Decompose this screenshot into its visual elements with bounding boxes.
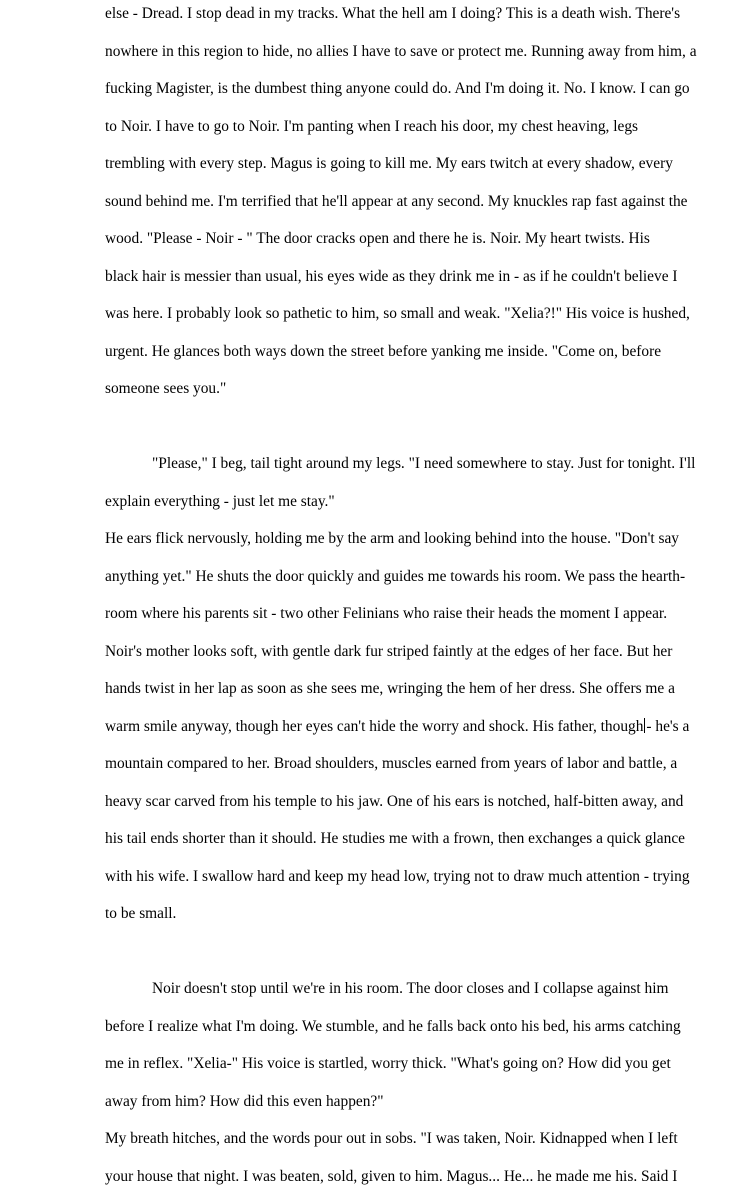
text-line: nowhere in this region to hide, no allies I have to save or protect me. Running away from him, a [105,42,697,60]
text-line: black hair is messier than usual, his eyes wide as they drink me in - as if he couldn't believe I [105,267,678,285]
text-line: before I realize what I'm doing. We stumble, and he falls back onto his bed, his arms catching [105,1017,681,1035]
text-line: me in reflex. "Xelia-" His voice is startled, worry thick. "What's going on? How did you get [105,1055,671,1072]
text-line: explain everything - just let me stay." [105,492,335,510]
text-line: to be small. [105,905,177,922]
text-line: your house that night. I was beaten, sold, given to him. Magus... He... he made me his. Said I [105,1167,678,1185]
text-line: with his wife. I swallow hard and keep my head low, trying not to draw much attention - trying [105,867,690,885]
text-line: mountain compared to her. Broad shoulders, muscles earned from years of labor and battle, a [105,755,678,772]
text-line: hands twist in her lap as soon as she sees me, wringing the hem of her dress. She offers me a [105,680,675,697]
text-line: "Please," I beg, tail tight around my legs. "I need somewhere to stay. Just for tonight. I'll [152,455,696,472]
text-line: trembling with every step. Magus is going to kill me. My ears twitch at every shadow, every [105,155,673,172]
text-line: fucking Magister, is the dumbest thing anyone could do. And I'm doing it. No. I know. I can go [105,80,690,97]
text-line: room where his parents sit - two other Felinians who raise their heads the moment I appear. [105,605,668,622]
text-line: Noir doesn't stop until we're in his room. The door closes and I collapse against him [152,980,669,997]
text-line: else - Dread. I stop dead in my tracks. What the hell am I doing? This is a death wish. There's [105,5,681,22]
text-line: heavy scar carved from his temple to his jaw. One of his ears is notched, half-bitten away, and [105,792,684,810]
text-line: wood. "Please - Noir - " The door cracks open and there he is. Noir. My heart twists. His [105,230,650,247]
text-line-head: warm smile anyway, though her eyes can't hide the worry and shock. His father, though [105,717,644,735]
text-line: to Noir. I have to go to Noir. I'm panting when I reach his door, my chest heaving, legs [105,117,639,135]
paragraph-gap [105,413,675,451]
text-line: anything yet." He shuts the door quickly and guides me towards his room. We pass the hearth- [105,567,686,585]
text-line: urgent. He glances both ways down the street before yanking me inside. "Come on, before [105,342,662,360]
text-line-with-cursor[interactable] [105,713,690,751]
text-line: My breath hitches, and the words pour out in sobs. "I was taken, Noir. Kidnapped when I left [105,1130,678,1147]
text-line: his tail ends shorter than it should. He studies me with a frown, then exchanges a quick glance [105,830,685,847]
text-line: away from him? How did this even happen?" [105,1092,384,1110]
text-line-tail: - he's a [646,717,690,735]
text-line: sound behind me. I'm terrified that he'll appear at any second. My knuckles rap fast against the [105,192,688,210]
text-line: someone sees you." [105,380,227,397]
paragraph-gap [105,938,675,976]
document-page [105,0,697,1200]
text-line: He ears flick nervously, holding me by the arm and looking behind into the house. "Don't say [105,530,679,547]
text-line: was here. I probably look so pathetic to him, so small and weak. "Xelia?!" His voice is hushed, [105,305,690,322]
text-line: Noir's mother looks soft, with gentle dark fur striped faintly at the edges of her face. But her [105,642,673,660]
